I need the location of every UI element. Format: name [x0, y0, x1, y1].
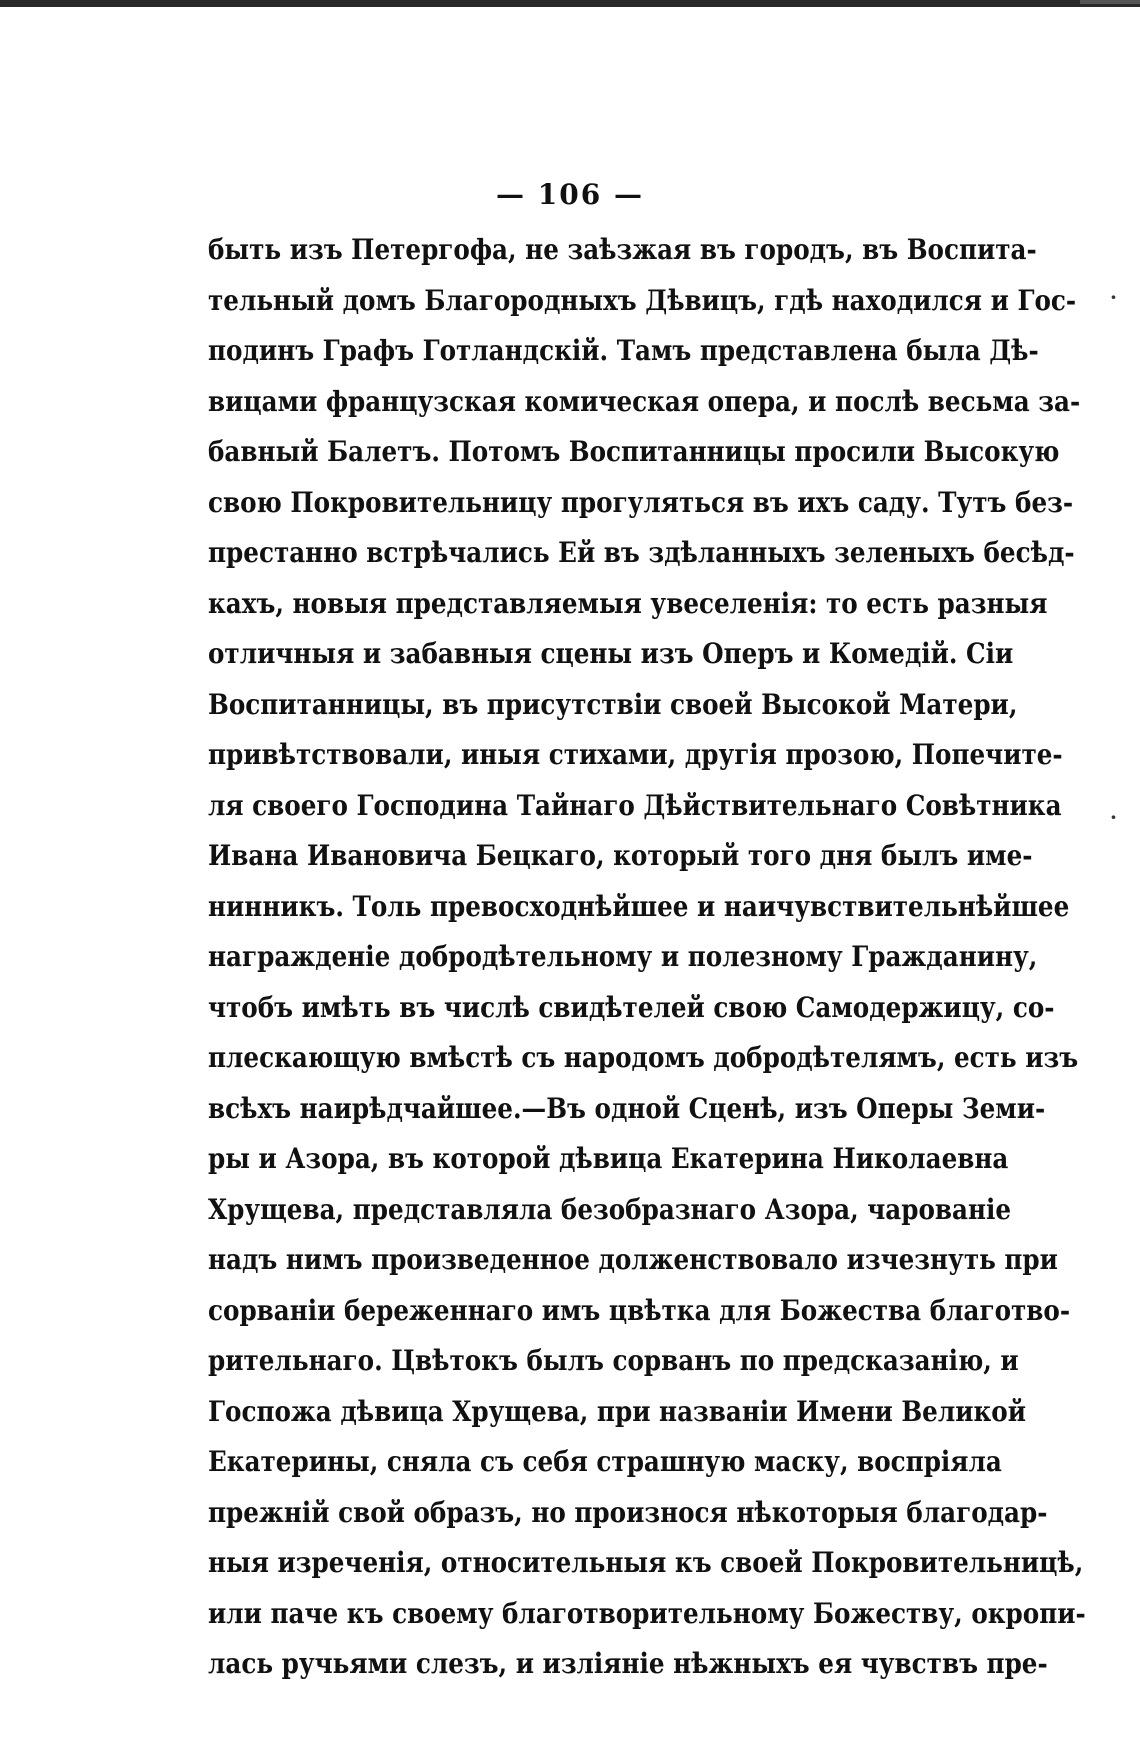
text-line: сорваніи береженнаго имъ цвѣтка для Божества благотво- — [208, 1293, 1071, 1327]
text-line: надъ нимъ произведенное долженствовало изчезнуть при — [208, 1243, 1058, 1276]
text-line: быть изъ Петергофа, не заѣзжая въ городъ, въ Воспита- — [208, 233, 1037, 266]
text-line: Хрущева, представляла безобразнаго Азора, чарованіе — [208, 1192, 1012, 1226]
text-line: рительнаго. Цвѣтокъ былъ сорванъ по предсказанію, и — [208, 1344, 1019, 1377]
text-line: Ивана Ивановича Бецкаго, который того дня былъ име- — [208, 839, 1033, 872]
text-line: всѣхъ наирѣдчайшее.—Въ одной Сценѣ, изъ Оперы Земи- — [208, 1091, 1046, 1125]
margin-speck: · — [1110, 805, 1117, 829]
text-line: вицами французская комическая опера, и послѣ весьма за- — [208, 384, 1081, 418]
page-number: — 106 — — [496, 178, 644, 211]
margin-speck: · — [1110, 285, 1117, 309]
text-line: Госпожа дѣвица Хрущева, при названіи Имени Великой — [208, 1394, 1027, 1428]
text-line: лась ручьями слезъ, и изліяніе нѣжныхъ ея чувствъ пре- — [208, 1647, 1048, 1680]
top-border-rule — [0, 0, 1140, 7]
text-line: ля своего Господина Тайнаго Дѣйствительнаго Совѣтника — [208, 788, 1062, 822]
text-line: тельный домъ Благородныхъ Дѣвицъ, гдѣ находился и Гос- — [208, 283, 1077, 317]
text-line: подинъ Графъ Готландскій. Тамъ представлена была Дѣ- — [208, 334, 1039, 367]
body-text — [208, 225, 1086, 1690]
text-line: Воспитанницы, въ присутствіи своей Высокой Матери, — [208, 687, 1018, 721]
text-line: ныя изреченія, относительныя къ своей Покровительницѣ, — [208, 1546, 1084, 1579]
text-line: прежній свой образъ, но произнося нѣкоторыя благодар- — [208, 1495, 1048, 1529]
text-line: отличныя и забавныя сцены изъ Оперъ и Комедій. Сіи — [208, 637, 1014, 670]
text-line: нинникъ. Толь превосходнѣйшее и наичувствительнѣйшее — [208, 889, 1070, 923]
text-line: Екатерины, сняла съ себя страшную маску, воспріяла — [208, 1445, 1002, 1478]
text-line: бавный Балетъ. Потомъ Воспитанницы просили Высокую — [208, 435, 1060, 468]
text-line: кахъ, новыя представляемыя увеселенія: то есть разныя — [208, 586, 1048, 620]
text-line: плескающую вмѣстѣ съ народомъ добродѣтелямъ, есть изъ — [208, 1041, 1079, 1074]
top-border-rule-right — [1080, 0, 1140, 4]
text-line: привѣтствовали, иныя стихами, другія прозою, Попечите- — [208, 738, 1063, 771]
text-line: чтобъ имѣть въ числѣ свидѣтелей свою Самодержицу, со- — [208, 990, 1055, 1024]
text-line: престанно встрѣчались Ей въ здѣланныхъ зеленыхъ бесѣд- — [208, 536, 1075, 569]
text-line: ры и Азора, въ которой дѣвица Екатерина Николаевна — [208, 1142, 1009, 1175]
text-line: или паче къ своему благотворительному Божеству, окропи- — [208, 1596, 1086, 1630]
text-line: свою Покровительницу прогуляться въ ихъ саду. Тутъ без- — [208, 485, 1074, 519]
text-line: награжденіе добродѣтельному и полезному Гражданину, — [208, 940, 1038, 973]
